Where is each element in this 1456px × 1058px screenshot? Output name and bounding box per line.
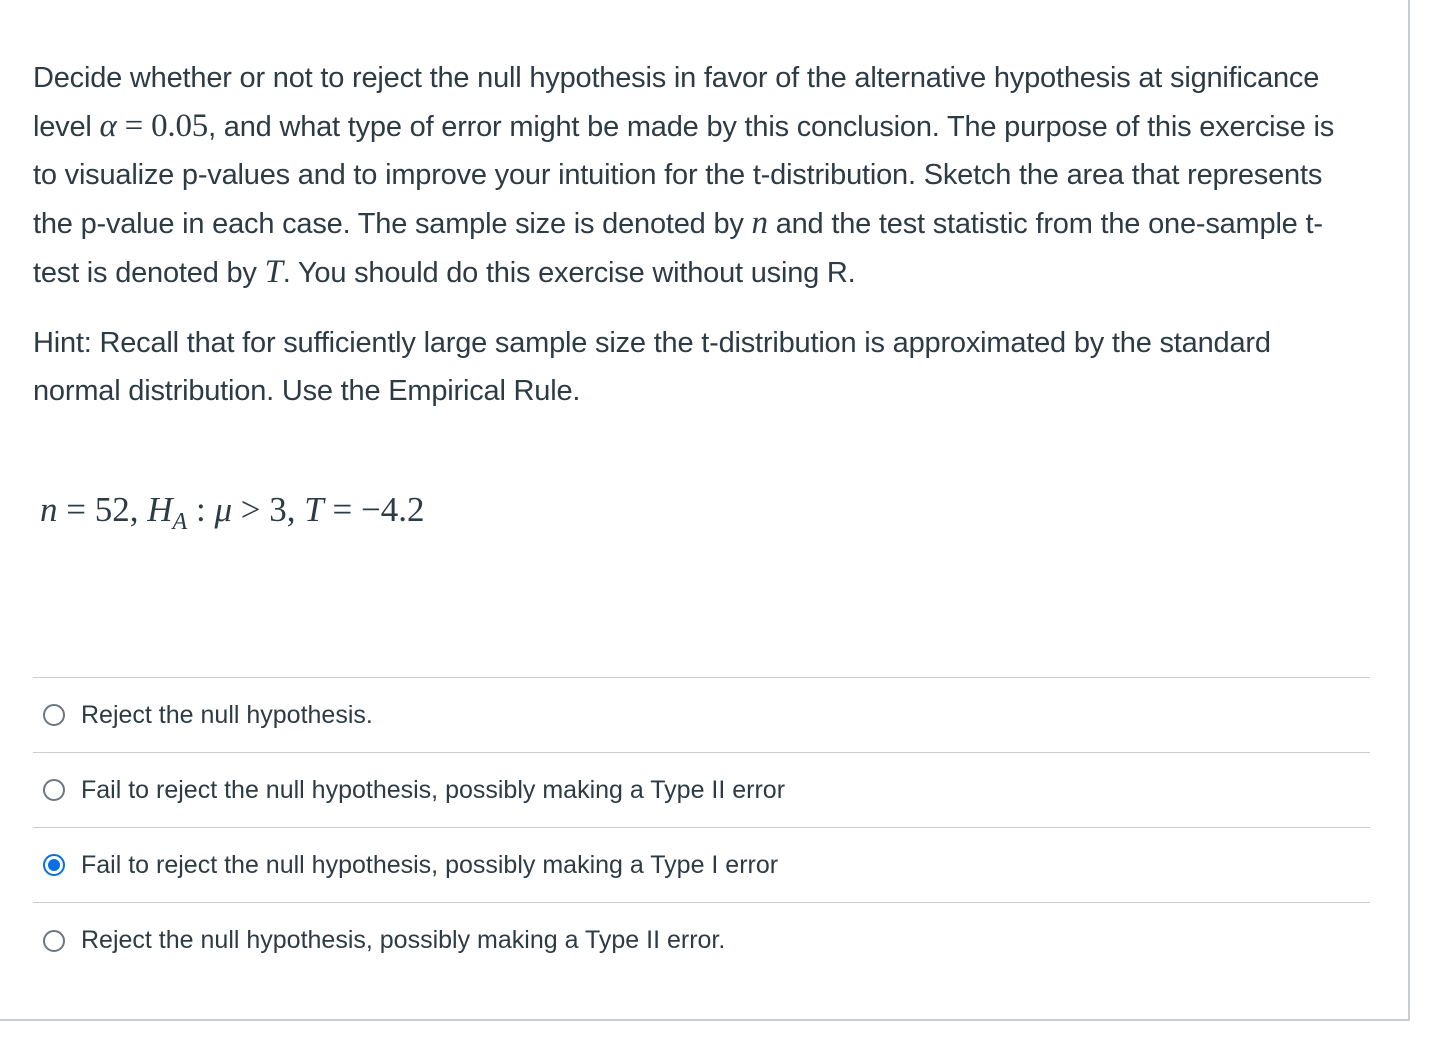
answer-option-4[interactable] [33, 902, 1370, 978]
hint-text: Hint: Recall that for sufficiently large sample size the t-distribution is approximated by the standard normal distribution. Use the Empirical Rule. [33, 327, 1271, 407]
answer-option-1[interactable] [33, 677, 1370, 752]
t-symbol: T [264, 254, 283, 290]
alpha-value: = 0.05 [116, 108, 209, 144]
alpha-symbol: α [99, 108, 117, 144]
answer-list [33, 677, 1370, 978]
answer-option-2[interactable] [33, 752, 1370, 827]
answer-label: Fail to reject the null hypothesis, possibly making a Type II error [81, 775, 786, 804]
answer-label: Fail to reject the null hypothesis, possibly making a Type I error [81, 850, 779, 879]
radio-button[interactable] [43, 779, 65, 801]
hypothesis-formula: n = 52, $H_A$ : μ > 3, T = −4.2 [40, 490, 425, 535]
answer-label: Reject the null hypothesis. [81, 700, 373, 729]
radio-button-selected[interactable] [43, 854, 65, 876]
question-paragraph: Decide whether or not to reject the null hypothesis in favor of the alternative hypothesis at significance level α = 0.05, and what type of error might be made by this conclusion. The purpose of this exercise is to visualize p-values and to improve your intuition for the t-distribution. Sketch the area that represents the p-value in each case. The sample size is denoted by n and the test statistic from the one-sample t-test is denoted by T. You should do this exercise without using R. [33, 62, 1335, 290]
radio-button[interactable] [43, 704, 65, 726]
answer-option-3[interactable] [33, 827, 1370, 902]
answer-label: Reject the null hypothesis, possibly making a Type II error. [81, 926, 726, 954]
question-text [33, 54, 1363, 415]
radio-button[interactable] [43, 930, 65, 952]
n-symbol: n [751, 205, 768, 241]
